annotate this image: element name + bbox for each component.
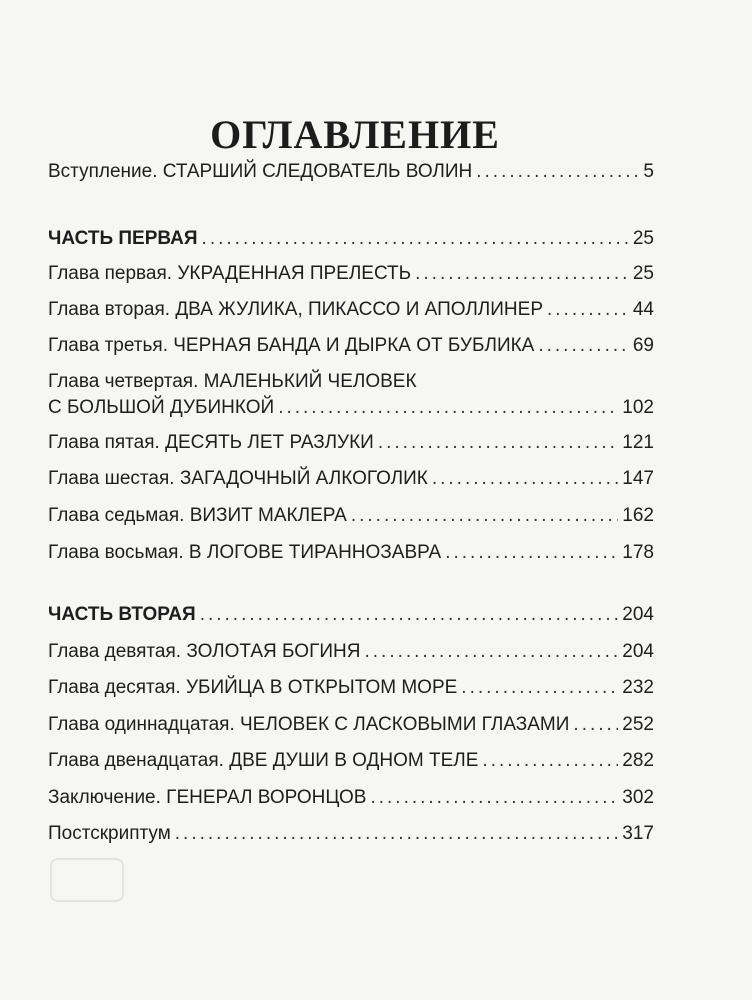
dot-leader: [461, 676, 618, 700]
toc-entry-page: 282: [622, 750, 654, 771]
toc-entry-label: Глава девятая. ЗОЛОТАЯ БОГИНЯ: [48, 641, 361, 662]
dot-leader: [415, 262, 629, 286]
dot-leader: [482, 749, 618, 773]
toc-entry-page: 25: [632, 228, 654, 249]
toc-entry-page: 102: [622, 397, 654, 418]
toc-entry-label: Глава шестая. ЗАГАДОЧНЫЙ АЛКОГОЛИК: [48, 468, 428, 489]
toc-entry-label: Глава пятая. ДЕСЯТЬ ЛЕТ РАЗЛУКИ: [48, 432, 374, 453]
toc-entry-label: Глава двенадцатая. ДВЕ ДУШИ В ОДНОМ ТЕЛЕ: [48, 750, 479, 771]
toc-part-label: ЧАСТЬ ВТОРАЯ: [48, 604, 196, 625]
toc-entry-label: Глава одиннадцатая. ЧЕЛОВЕК С ЛАСКОВЫМИ ГЛАЗАМИ: [48, 714, 570, 735]
toc-entry-label: С БОЛЬШОЙ ДУБИНКОЙ: [48, 397, 275, 418]
dot-leader: [364, 640, 618, 664]
dot-leader: [476, 160, 639, 184]
toc-entry-label: Постскриптум: [48, 823, 171, 844]
toc-entry-chapter-8[interactable]: [48, 541, 654, 565]
toc-entry-chapter-1[interactable]: [48, 262, 654, 286]
toc-entry-chapter-3[interactable]: [48, 334, 654, 358]
toc-entry-conclusion[interactable]: [48, 786, 654, 810]
toc-entry-chapter-2[interactable]: [48, 298, 654, 322]
toc-entry-label: Глава восьмая. В ЛОГОВЕ ТИРАННОЗАВРА: [48, 542, 442, 563]
dot-leader: [200, 603, 619, 627]
dot-leader: [538, 334, 629, 358]
toc-entry-page: 302: [622, 787, 654, 808]
toc-entry-page: 44: [632, 299, 654, 320]
toc-entry-chapter-12[interactable]: [48, 749, 654, 773]
toc-entry-page: 5: [643, 161, 654, 182]
toc-entry-page: 204: [622, 604, 654, 625]
toc-part-label: ЧАСТЬ ПЕРВАЯ: [48, 228, 198, 249]
toc-entry-postscript[interactable]: [48, 822, 654, 846]
toc-entry-part-two[interactable]: [48, 603, 654, 627]
toc-entry-page: 252: [622, 714, 654, 735]
page-title: ОГЛАВЛЕНИЕ: [210, 111, 500, 157]
toc-entry-chapter-11[interactable]: [48, 713, 654, 737]
toc-entry-introduction[interactable]: [48, 160, 654, 184]
toc-entry-label: Глава третья. ЧЕРНАЯ БАНДА И ДЫРКА ОТ БУБЛИКА: [48, 335, 535, 356]
toc-entry-label: Заключение. ГЕНЕРАЛ ВОРОНЦОВ: [48, 787, 367, 808]
toc-entry-page: 178: [622, 542, 654, 563]
dot-leader: [432, 467, 618, 491]
toc-entry-page: 25: [632, 263, 654, 284]
toc-entry-page: 69: [632, 335, 654, 356]
dot-leader: [445, 541, 618, 565]
toc-entry-page: 162: [622, 505, 654, 526]
dot-leader: [351, 504, 618, 528]
toc-entry-chapter-4[interactable]: [48, 370, 654, 420]
dot-leader: [573, 713, 618, 737]
age-rating-badge-bleedthrough: [50, 858, 124, 902]
dot-leader: [278, 396, 618, 420]
toc-entry-chapter-10[interactable]: [48, 676, 654, 700]
toc-entry-page: 232: [622, 677, 654, 698]
dot-leader: [547, 298, 629, 322]
toc-entry-label: Глава первая. УКРАДЕННАЯ ПРЕЛЕСТЬ: [48, 263, 412, 284]
toc-entry-page: 317: [622, 823, 654, 844]
toc-entry-page: 204: [622, 641, 654, 662]
toc-entry-label: Глава седьмая. ВИЗИТ МАКЛЕРА: [48, 505, 347, 526]
toc-entry-label-line1: Глава четвертая. МАЛЕНЬКИЙ ЧЕЛОВЕК: [48, 371, 417, 392]
toc-entry-label: Вступление. СТАРШИЙ СЛЕДОВАТЕЛЬ ВОЛИН: [48, 161, 473, 182]
toc-entry-chapter-7[interactable]: [48, 504, 654, 528]
toc-entry-page: 121: [622, 432, 654, 453]
toc-entry-label: Глава вторая. ДВА ЖУЛИКА, ПИКАССО И АПОЛЛИНЕР: [48, 299, 543, 320]
dot-leader: [378, 431, 618, 455]
dot-leader: [175, 822, 619, 846]
toc-entry-part-one[interactable]: [48, 227, 654, 251]
toc-entry-page: 147: [622, 468, 654, 489]
toc-entry-label: Глава десятая. УБИЙЦА В ОТКРЫТОМ МОРЕ: [48, 677, 458, 698]
toc-entry-chapter-6[interactable]: [48, 467, 654, 491]
toc-entry-chapter-5[interactable]: [48, 431, 654, 455]
dot-leader: [370, 786, 618, 810]
dot-leader: [202, 227, 629, 251]
toc-entry-chapter-9[interactable]: [48, 640, 654, 664]
